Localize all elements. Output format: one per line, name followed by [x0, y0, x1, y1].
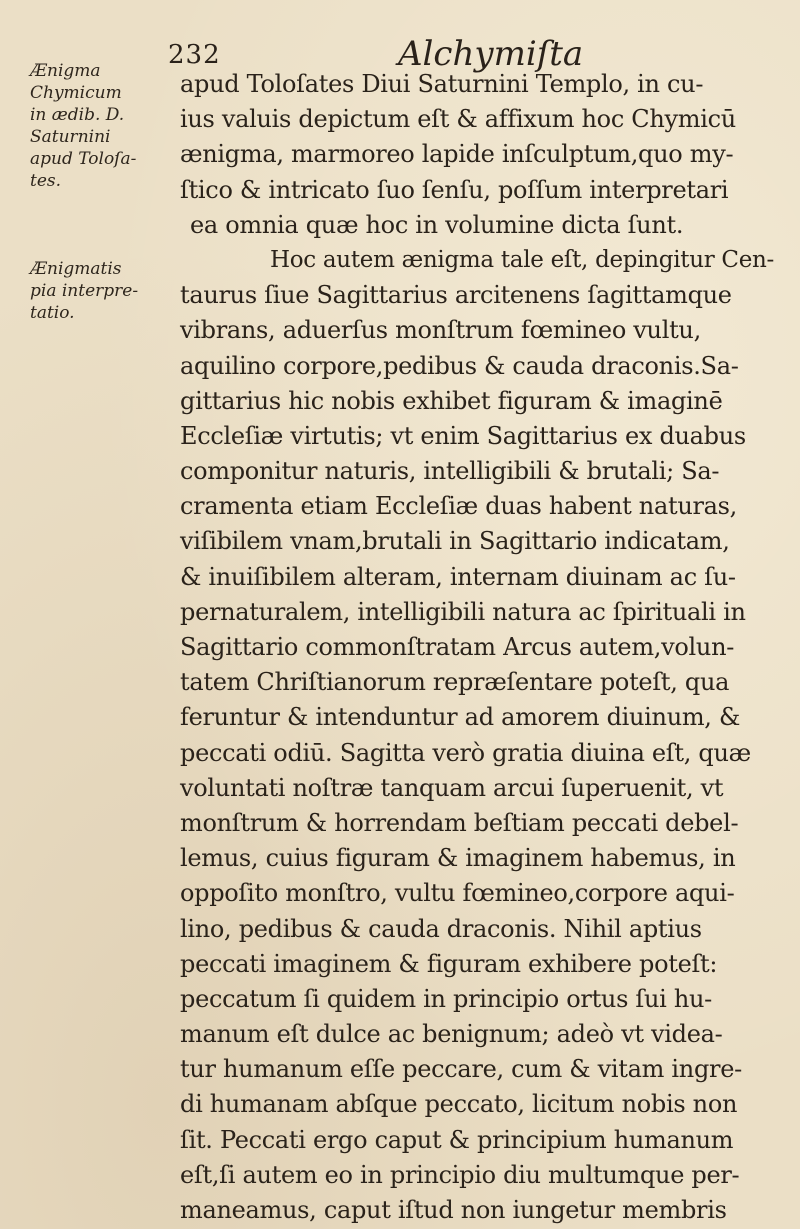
text-line: ea omnia quæ hoc in volumine dicta ſunt. — [190, 210, 684, 239]
text-line: tur humanum eſſe peccare, cum & vitam ingre- — [180, 1055, 742, 1084]
text-line: viſibilem vnam,brutali in Sagittario indicatam, — [180, 527, 730, 556]
margin-note-line: Ænigma — [30, 61, 101, 81]
text-line: & inuiſibilem alteram, internam diuinam ac ſu- — [180, 562, 736, 591]
text-line: ænigma, marmoreo lapide inſculptum,quo my- — [180, 140, 734, 169]
text-line: ius valuis depictum eſt & affixum hoc Chymicū — [180, 105, 736, 134]
page-number: 232 — [168, 40, 221, 70]
text-line: peccatum ſi quidem in principio ortus ſui hu- — [180, 984, 712, 1013]
text-line: Sagittario commonſtratam Arcus autem,volun- — [180, 633, 735, 661]
text-line: tatem Chriſtianorum repræſentare poteſt, qua — [180, 668, 730, 697]
text-line: peccati odiū. Sagitta verò gratia diuina eſt, quæ — [180, 738, 751, 767]
text-line: gittarius hic nobis exhibet figuram & imaginē — [180, 386, 723, 415]
text-line: monſtrum & horrendam beſtiam peccati debel- — [180, 808, 739, 837]
running-title: Alchymiſta — [398, 34, 584, 74]
text-line: lemus, cuius figuram & imaginem habemus, in — [180, 844, 736, 873]
margin-note-line: Ænigmatis — [30, 259, 122, 279]
paragraph-start-line: Hoc autem ænigma tale eſt, depingitur Cen- — [270, 246, 775, 273]
margin-note-interpretation — [30, 258, 160, 324]
text-line: componitur naturis, intelligibili & brutali; Sa- — [180, 457, 720, 486]
text-line: ſit. Peccati ergo caput & principium humanum — [180, 1125, 734, 1154]
text-line: Eccleſiæ virtutis; vt enim Sagittarius ex duabus — [180, 421, 746, 450]
margin-note-enigma — [30, 60, 160, 192]
text-line: apud Toloſates Diui Saturnini Templo, in cu- — [180, 70, 704, 98]
margin-note-line: pia interpre- — [30, 281, 139, 301]
text-line: oppoſito monſtro, vultu fœmineo,corpore aqui- — [180, 879, 735, 908]
text-line: ſtico & intricato ſuo ſenſu, poſſum interpretari — [180, 175, 729, 204]
text-line: voluntati noſtræ tanquam arcui ſuperuenit, vt — [180, 773, 724, 802]
text-line: vibrans, aduerſus monſtrum fœmineo vultu, — [180, 316, 701, 345]
margin-note-line: apud Toloſa- — [30, 149, 137, 169]
text-line: aquilino corpore,pedibus & cauda draconis.Sa- — [180, 351, 739, 380]
margin-note-line: Chymicum — [30, 83, 122, 103]
margin-note-line: in ædib. D. — [30, 105, 125, 125]
margin-note-line: tatio. — [30, 303, 75, 323]
text-line: manum eſt dulce ac benignum; adeò vt videa- — [180, 1020, 723, 1049]
text-line: cramenta etiam Eccleſiæ duas habent naturas, — [180, 492, 737, 521]
margin-note-line: Saturnini — [30, 127, 111, 147]
text-line: feruntur & intenduntur ad amorem diuinum, & — [180, 703, 741, 732]
text-line: peccati imaginem & figuram exhibere poteſt: — [180, 949, 718, 978]
text-line: di humanam abſque peccato, licitum nobis non — [180, 1090, 738, 1119]
text-line: eſt,ſi autem eo in principio diu multumque per- — [180, 1160, 740, 1189]
margin-note-line: tes. — [30, 171, 62, 191]
text-line: maneamus, caput iſtud non iungetur membris — [180, 1196, 727, 1224]
text-line: taurus ſiue Sagittarius arcitenens ſagittamque — [180, 281, 732, 310]
body-text — [180, 67, 780, 1228]
text-line: pernaturalem, intelligibili natura ac ſpirituali in — [180, 597, 746, 626]
text-line: lino, pedibus & cauda draconis. Nihil aptius — [180, 914, 702, 943]
